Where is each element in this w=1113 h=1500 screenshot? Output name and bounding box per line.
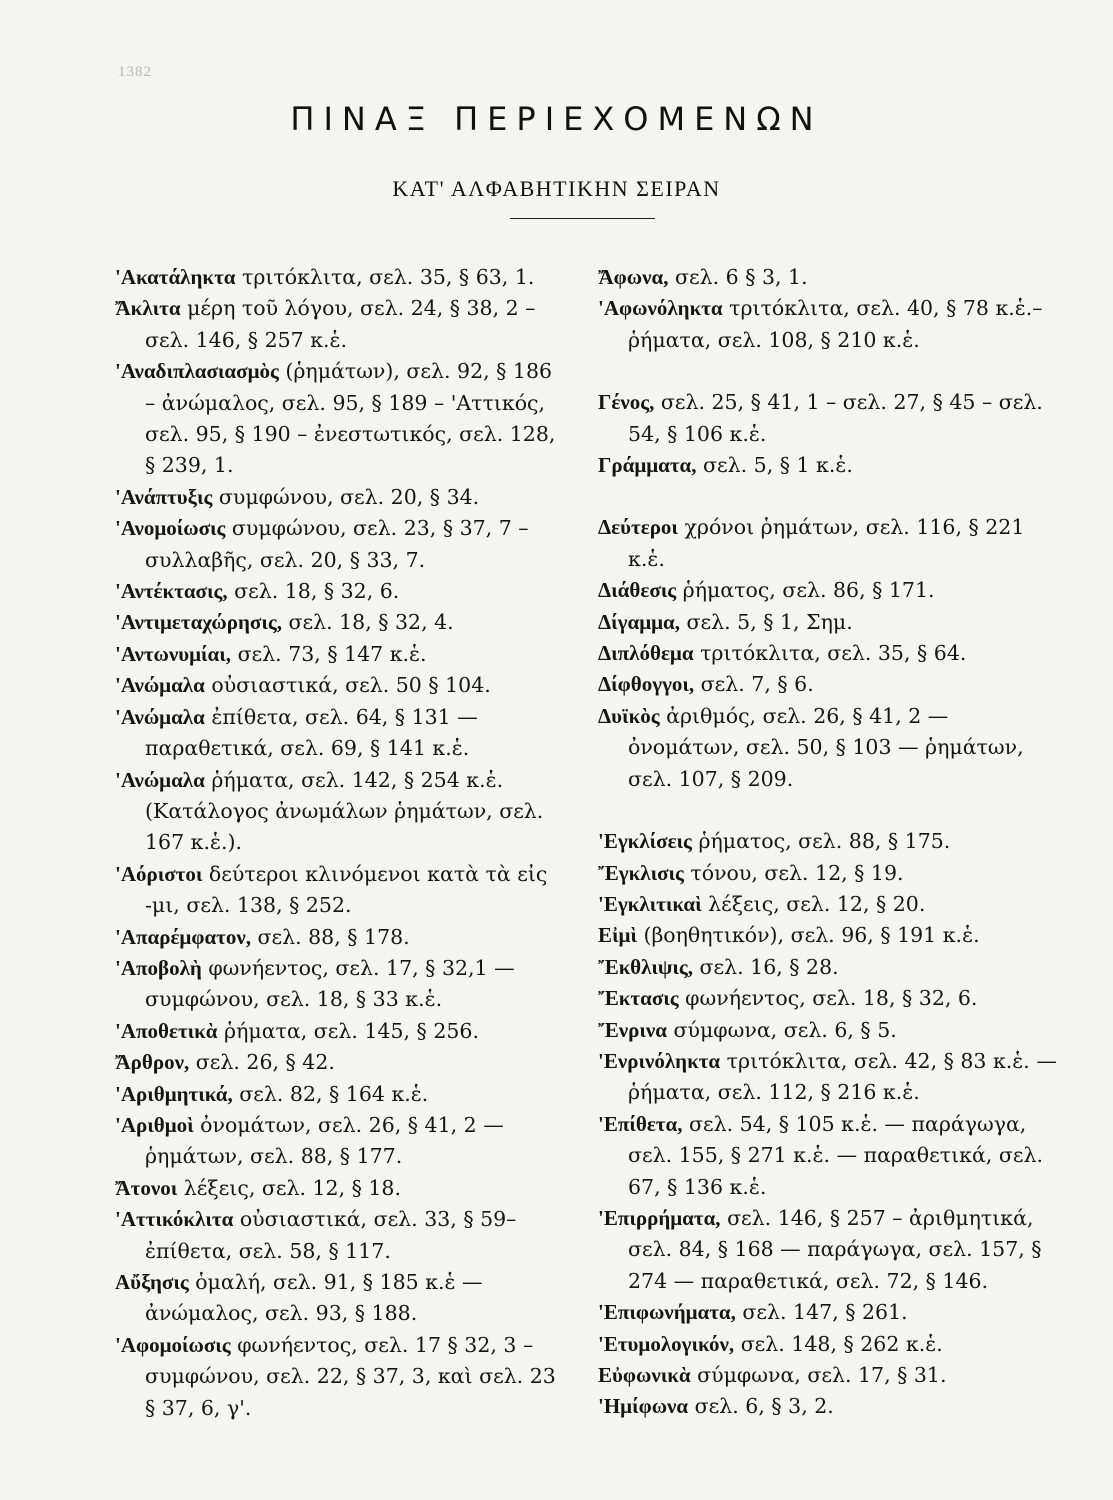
- index-term: 'Ενρινόληκτα: [598, 1048, 721, 1073]
- index-term: Γράμματα,: [598, 453, 697, 478]
- index-entry: [115, 765, 567, 859]
- index-term: 'Ανάπτυξις: [115, 484, 213, 509]
- index-entry: [115, 922, 567, 953]
- index-term: 'Αριθμοὶ: [115, 1112, 194, 1137]
- index-reference: οὐσιαστικά, σελ. 50 § 104.: [204, 673, 491, 698]
- index-reference: (ῥημάτων), σελ. 92, § 186 – ἀνώμαλος, σελ. 95, § 189 – 'Αττικός, σελ. 95, § 190 – ἐνεστωτικός, σελ. 128, § 239, 1.: [145, 359, 556, 478]
- index-entry: [598, 293, 1066, 356]
- index-entry: [115, 607, 567, 638]
- index-reference: σελ. 5, § 1 κ.ἑ.: [696, 453, 853, 478]
- index-term: Αὔξησις: [115, 1270, 189, 1294]
- index-reference: συμφώνου, σελ. 20, § 34.: [212, 484, 480, 509]
- index-entry: [115, 670, 567, 701]
- index-entry: [598, 1391, 1066, 1422]
- index-term: 'Αφομοίωσις: [115, 1332, 231, 1357]
- index-entry: [598, 1360, 1066, 1391]
- index-reference: ἐπίθετα, σελ. 64, § 131 — παραθετικά, σελ. 69, § 141 κ.ἑ.: [145, 704, 478, 761]
- index-term: 'Ετυμολογικόν,: [598, 1331, 735, 1356]
- index-term: Ἔνρινα: [598, 1017, 668, 1042]
- index-reference: σελ. 26, § 42.: [189, 1050, 335, 1075]
- index-entry: [115, 639, 567, 670]
- index-reference: ῥήματος, σελ. 88, § 175.: [691, 829, 951, 854]
- index-entry: [115, 1110, 567, 1173]
- index-entry: [115, 513, 567, 576]
- page-subtitle: ΚΑΤ' ΑΛΦΑΒΗΤΙΚΗΝ ΣΕΙΡΑΝ: [392, 176, 721, 201]
- index-reference: χρόνοι ῥημάτων, σελ. 116, § 221 κ.ἑ.: [628, 515, 1025, 571]
- index-reference: οὐσιαστικά, σελ. 33, § 59– ἐπίθετα, σελ. 58, § 117.: [145, 1207, 517, 1263]
- index-reference: σελ. 82, § 164 κ.ἑ.: [232, 1081, 429, 1106]
- index-term: 'Εγκλίσεις: [598, 829, 692, 854]
- index-term: 'Αόριστοι: [115, 861, 203, 886]
- index-entry: [115, 1204, 567, 1267]
- index-term: 'Ανομοίωσις: [115, 516, 226, 541]
- index-entry: [598, 826, 1066, 857]
- index-reference: σύμφωνα, σελ. 17, § 31.: [690, 1363, 947, 1387]
- index-term: 'Αναδιπλασιασμὸς: [115, 359, 279, 384]
- index-term: Ἔγκλισις: [598, 860, 684, 885]
- index-entry: [598, 920, 1066, 951]
- index-term: 'Ανώμαλα: [115, 767, 205, 792]
- index-reference: τόνου, σελ. 12, § 19.: [683, 860, 904, 885]
- index-term: Διπλόθεμα: [598, 641, 694, 666]
- index-entry: [115, 1267, 567, 1330]
- index-term: 'Αποθετικὰ: [115, 1018, 218, 1043]
- index-reference: ἀριθμός, σελ. 26, § 41, 2 — ὀνομάτων, σελ. 50, § 103 — ῥημάτων, σελ. 107, § 209.: [628, 703, 1024, 791]
- index-reference: σελ. 54, § 105 κ.ἑ. — παράγωγα, σελ. 155, § 271 κ.ἑ. — παραθετικά, σελ. 67, § 136 κ.ἑ.: [628, 1111, 1043, 1199]
- index-term: Δεύτεροι: [598, 515, 678, 540]
- index-reference: σελ. 25, § 41, 1 – σελ. 27, § 45 – σελ. 54, § 106 κ.ἑ.: [628, 390, 1043, 446]
- index-entry: [598, 1015, 1066, 1046]
- index-term: Δίφθογγοι,: [598, 672, 695, 697]
- index-term: 'Αττικόκλιτα: [115, 1207, 234, 1232]
- index-entry: [115, 1047, 567, 1078]
- index-term: 'Ακατάληκτα: [115, 265, 236, 289]
- page-number: 1382: [118, 64, 152, 80]
- index-term: Ἄκλιτα: [115, 296, 181, 321]
- index-entry: [598, 701, 1066, 795]
- index-reference: τριτόκλιτα, σελ. 35, § 64.: [693, 641, 967, 666]
- title-divider: [510, 218, 655, 219]
- index-reference: σελ. 5, § 1, Σημ.: [680, 609, 853, 634]
- index-entry: [598, 983, 1066, 1014]
- index-entry: [598, 669, 1066, 700]
- index-reference: σελ. 148, § 262 κ.ἑ.: [734, 1331, 943, 1356]
- index-entry: [598, 952, 1066, 983]
- index-term: Εἰμὶ: [598, 923, 637, 948]
- index-term: 'Αντιμεταχώρησις,: [115, 610, 282, 635]
- section-gap: [598, 356, 1066, 387]
- index-term: 'Αντέκτασις,: [115, 579, 228, 604]
- index-entry: [115, 1016, 567, 1047]
- index-reference: λέξεις, σελ. 12, § 20.: [701, 891, 926, 916]
- index-entry: [598, 638, 1066, 669]
- index-reference: μέρη τοῦ λόγου, σελ. 24, § 38, 2 – σελ. 146, § 257 κ.ἑ.: [145, 296, 536, 352]
- index-entry: [115, 1173, 567, 1204]
- index-reference: σελ. 16, § 28.: [693, 954, 839, 979]
- index-reference: ὁμαλή, σελ. 91, § 185 κ.ἑ — ἀνώμαλος, σελ. 93, § 188.: [145, 1270, 483, 1326]
- page-title: ΠΙΝΑΞ ΠΕΡΙΕΧΟΜΕΝΩΝ: [290, 100, 823, 138]
- index-entry: [598, 1109, 1066, 1203]
- index-reference: σελ. 7, § 6.: [694, 672, 814, 697]
- index-reference: ῥήματα, σελ. 142, § 254 κ.ἑ. (Κατάλογος ἀνωμάλων ῥημάτων, σελ. 167 κ.ἑ.).: [145, 767, 544, 855]
- index-term: 'Ανώμαλα: [115, 704, 205, 729]
- index-reference: σελ. 147, § 261.: [735, 1300, 908, 1325]
- index-reference: τριτόκλιτα, σελ. 40, § 78 κ.ἑ.– ῥήματα, σελ. 108, § 210 κ.ἑ.: [628, 296, 1043, 352]
- index-term: Δίγαμμα,: [598, 609, 681, 634]
- index-reference: σελ. 18, § 32, 4.: [281, 610, 454, 635]
- index-term: 'Ανώμαλα: [115, 673, 205, 698]
- index-entry: [598, 1046, 1066, 1109]
- index-entry: [115, 859, 567, 922]
- index-term: Ἄφωνα,: [598, 265, 669, 289]
- index-reference: συμφώνου, σελ. 23, § 37, 7 – συλλαβῆς, σελ. 20, § 33, 7.: [145, 516, 529, 572]
- index-entry: [598, 450, 1066, 481]
- index-reference: σελ. 6, § 3, 2.: [688, 1394, 834, 1419]
- index-entry: [115, 953, 567, 1016]
- index-entry: [598, 1329, 1066, 1360]
- index-reference: ῥήματος, σελ. 86, § 171.: [676, 578, 935, 603]
- index-entry: [598, 387, 1066, 450]
- index-entry: [598, 1203, 1066, 1297]
- index-term: Ἔκτασις: [598, 986, 679, 1011]
- index-reference: σελ. 146, § 257 – ἀριθμητικά, σελ. 84, § 168 — παράγωγα, σελ. 157, § 274 — παραθετικά, σελ. 72, § 146.: [628, 1205, 1042, 1293]
- index-entry: [115, 576, 567, 607]
- index-reference: τριτόκλιτα, σελ. 42, § 83 κ.ἑ. — ῥήματα, σελ. 112, § 216 κ.ἑ.: [628, 1048, 1057, 1105]
- index-entry: [598, 1297, 1066, 1328]
- index-reference: φωνήεντος, σελ. 17 § 32, 3 – συμφώνου, σελ. 22, § 37, 3, καὶ σελ. 23 § 37, 6, γ'.: [145, 1332, 556, 1420]
- index-term: Γένος,: [598, 390, 655, 415]
- index-term: 'Ημίφωνα: [598, 1394, 689, 1419]
- index-term: Εὐφωνικὰ: [598, 1363, 691, 1387]
- index-term: Ἔκθλιψις,: [598, 954, 693, 979]
- index-reference: φωνήεντος, σελ. 17, § 32,1 — συμφώνου, σελ. 18, § 33 κ.ἑ.: [145, 955, 515, 1012]
- section-gap: [598, 481, 1066, 512]
- index-term: 'Επιρρήματα,: [598, 1205, 721, 1230]
- index-term: 'Αποβολὴ: [115, 955, 202, 980]
- index-entry: [115, 293, 567, 356]
- index-term: Δυϊκὸς: [598, 703, 660, 728]
- index-term: Ἄτονοι: [115, 1175, 178, 1200]
- index-entry: [598, 262, 1066, 293]
- index-term: 'Αριθμητικά,: [115, 1081, 233, 1106]
- index-reference: τριτόκλιτα, σελ. 35, § 63, 1.: [235, 265, 535, 289]
- section-gap: [598, 795, 1066, 826]
- index-reference: φωνήεντος, σελ. 18, § 32, 6.: [678, 986, 978, 1011]
- index-entry: [598, 889, 1066, 920]
- index-reference: σελ. 18, § 32, 6.: [227, 579, 400, 604]
- index-entry: [115, 1079, 567, 1110]
- index-reference: λέξεις, σελ. 12, § 18.: [177, 1175, 401, 1200]
- index-entry: [115, 356, 567, 482]
- index-term: 'Απαρέμφατον,: [115, 924, 251, 949]
- index-term: 'Αντωνυμίαι,: [115, 641, 232, 666]
- index-term: Διάθεσις: [598, 578, 677, 603]
- index-reference: ὀνομάτων, σελ. 26, § 41, 2 — ῥημάτων, σελ. 88, § 177.: [145, 1112, 504, 1169]
- index-entry: [598, 575, 1066, 606]
- index-reference: ῥήματα, σελ. 145, § 256.: [217, 1018, 479, 1043]
- index-term: Ἄρθρον,: [115, 1050, 190, 1075]
- index-column-left: [115, 262, 567, 1424]
- index-term: 'Αφωνόληκτα: [598, 296, 723, 321]
- index-term: 'Επιφωνήματα,: [598, 1300, 736, 1325]
- index-entry: [598, 512, 1066, 575]
- index-reference: δεύτεροι κλινόμενοι κατὰ τὰ εἰς -μι, σελ. 138, § 252.: [145, 861, 548, 918]
- index-column-right: [598, 262, 1066, 1423]
- index-reference: σελ. 6 § 3, 1.: [668, 265, 808, 289]
- index-reference: (βοηθητικόν), σελ. 96, § 191 κ.ἑ.: [636, 923, 980, 948]
- index-entry: [115, 702, 567, 765]
- index-reference: σελ. 73, § 147 κ.ἑ.: [231, 641, 427, 666]
- index-term: 'Επίθετα,: [598, 1111, 683, 1136]
- index-term: 'Εγκλιτικαὶ: [598, 891, 702, 916]
- index-entry: [115, 1330, 567, 1424]
- index-entry: [598, 858, 1066, 889]
- index-reference: σελ. 88, § 178.: [250, 924, 410, 949]
- index-entry: [115, 482, 567, 513]
- index-entry: [598, 607, 1066, 638]
- index-reference: σύμφωνα, σελ. 6, § 5.: [667, 1017, 897, 1042]
- index-entry: [115, 262, 567, 293]
